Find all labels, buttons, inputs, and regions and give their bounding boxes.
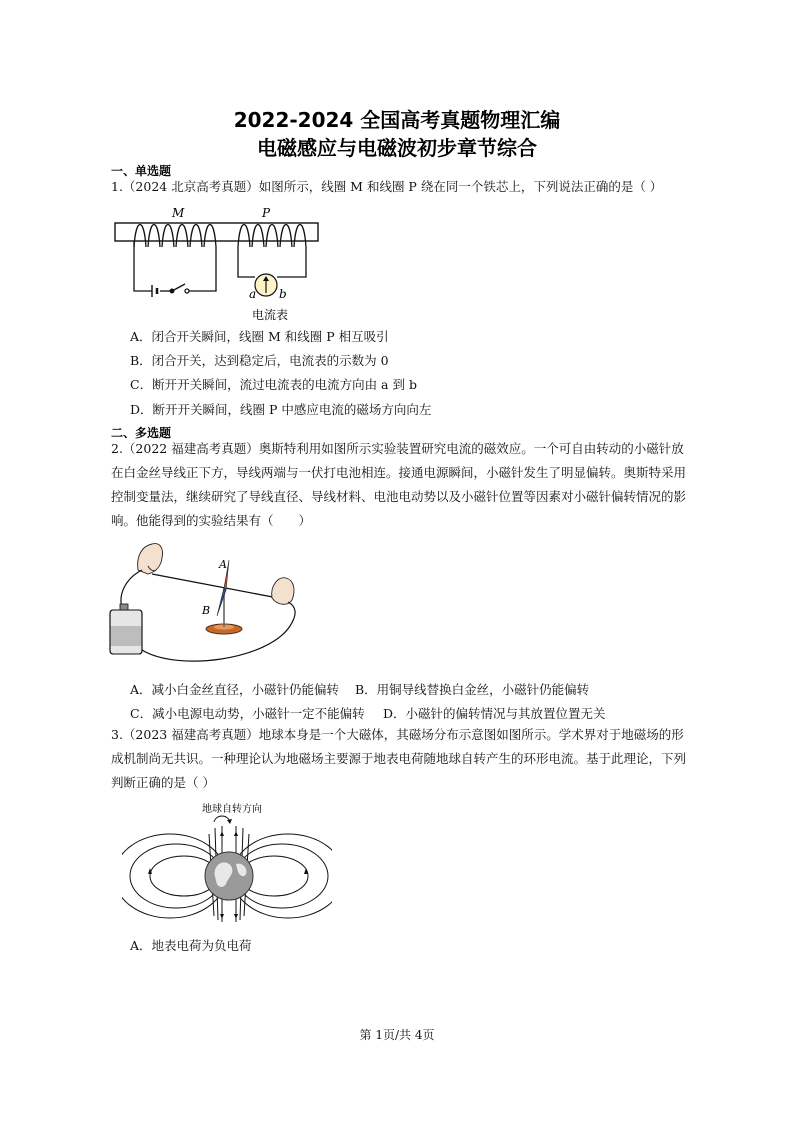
page-title: 2022-2024 全国高考真题物理汇编 xyxy=(233,108,561,132)
circuit-p xyxy=(238,247,306,277)
question-text: 3.（2023 福建高考真题）地球本身是一个大磁体，其磁场分布示意图如图所示。学术界对于地磁场的形成机制尚无共识。一种理论认为地磁场主要源于地表电荷随地球自转产生的环形电流。基于此理论，下列判断正确的是（ ） xyxy=(111,727,687,790)
figure-earth-magnetic-field xyxy=(122,800,332,932)
figure-coils-circuit xyxy=(112,205,322,323)
label-terminal-a: a xyxy=(249,287,257,301)
page-footer: 第 1页/共 4页 xyxy=(359,1028,435,1042)
section-heading-single: 一、单选题 xyxy=(111,164,172,178)
option-2b: B．用铜导线替换白金丝，小磁针仍能偏转 xyxy=(355,682,590,697)
page-subtitle: 电磁感应与电磁波初步章节综合 xyxy=(257,136,537,160)
question-2-stem xyxy=(111,437,691,533)
option-1a: A．闭合开关瞬间，线圈 M 和线圈 P 相互吸引 xyxy=(130,329,389,344)
label-pole-a: A xyxy=(219,558,227,571)
label-coil-p: P xyxy=(262,206,271,220)
label-ammeter: 电流表 xyxy=(252,308,289,322)
label-terminal-b: b xyxy=(279,287,287,301)
earth-globe xyxy=(205,852,253,900)
option-1d: D．断开开关瞬间，线圈 P 中感应电流的磁场方向向左 xyxy=(130,402,432,417)
figure-oersted-experiment xyxy=(108,536,306,670)
left-hand xyxy=(138,544,163,574)
platinum-wire xyxy=(152,574,278,598)
question-text: 1.（2024 北京高考真题）如图所示，线圈 M 和线圈 P 绕在同一个铁芯上，下列说法正确的是（ ） xyxy=(111,179,663,194)
rotation-arrow xyxy=(214,816,230,822)
label-coil-m: M xyxy=(172,206,185,220)
right-hand xyxy=(272,578,294,605)
option-3a: A．地表电荷为负电荷 xyxy=(130,938,252,953)
option-1c: C．断开开关瞬间，流过电流表的电流方向由 a 到 b xyxy=(130,377,417,392)
voltaic-battery xyxy=(110,604,142,654)
label-pole-b: B xyxy=(202,604,211,617)
option-2d: D．小磁针的偏转情况与其放置位置无关 xyxy=(383,706,606,721)
battery xyxy=(152,285,157,297)
option-2c: C．减小电源电动势，小磁针一定不能偏转 xyxy=(130,706,365,721)
label-rotation-direction: 地球自转方向 xyxy=(202,804,262,815)
coil-p xyxy=(238,225,306,248)
circuit-m xyxy=(134,247,216,291)
section-heading-multi: 二、多选题 xyxy=(111,426,172,440)
switch xyxy=(170,284,189,293)
question-text: 2.（2022 福建高考真题）奥斯特利用如图所示实验装置研究电流的磁效应。一个可自由转动的小磁针放在白金丝导线正下方，导线两端与一伏打电池相连。接通电源瞬间，小磁针发生了明显偏转。奥斯特采用控制变量法，继续研究了导线直径、导线材料、电池电动势以及小磁针位置等因素对小磁针偏转情况的影响。他能得到的实验结果有（ ） xyxy=(111,441,687,528)
question-1-stem xyxy=(111,175,691,199)
option-1b: B．闭合开关，达到稳定后，电流表的示数为 0 xyxy=(130,353,389,368)
ammeter xyxy=(255,274,277,296)
option-2a: A．减小白金丝直径，小磁针仍能偏转 xyxy=(130,682,340,697)
question-3-stem xyxy=(111,723,691,795)
coil-m xyxy=(134,225,216,248)
